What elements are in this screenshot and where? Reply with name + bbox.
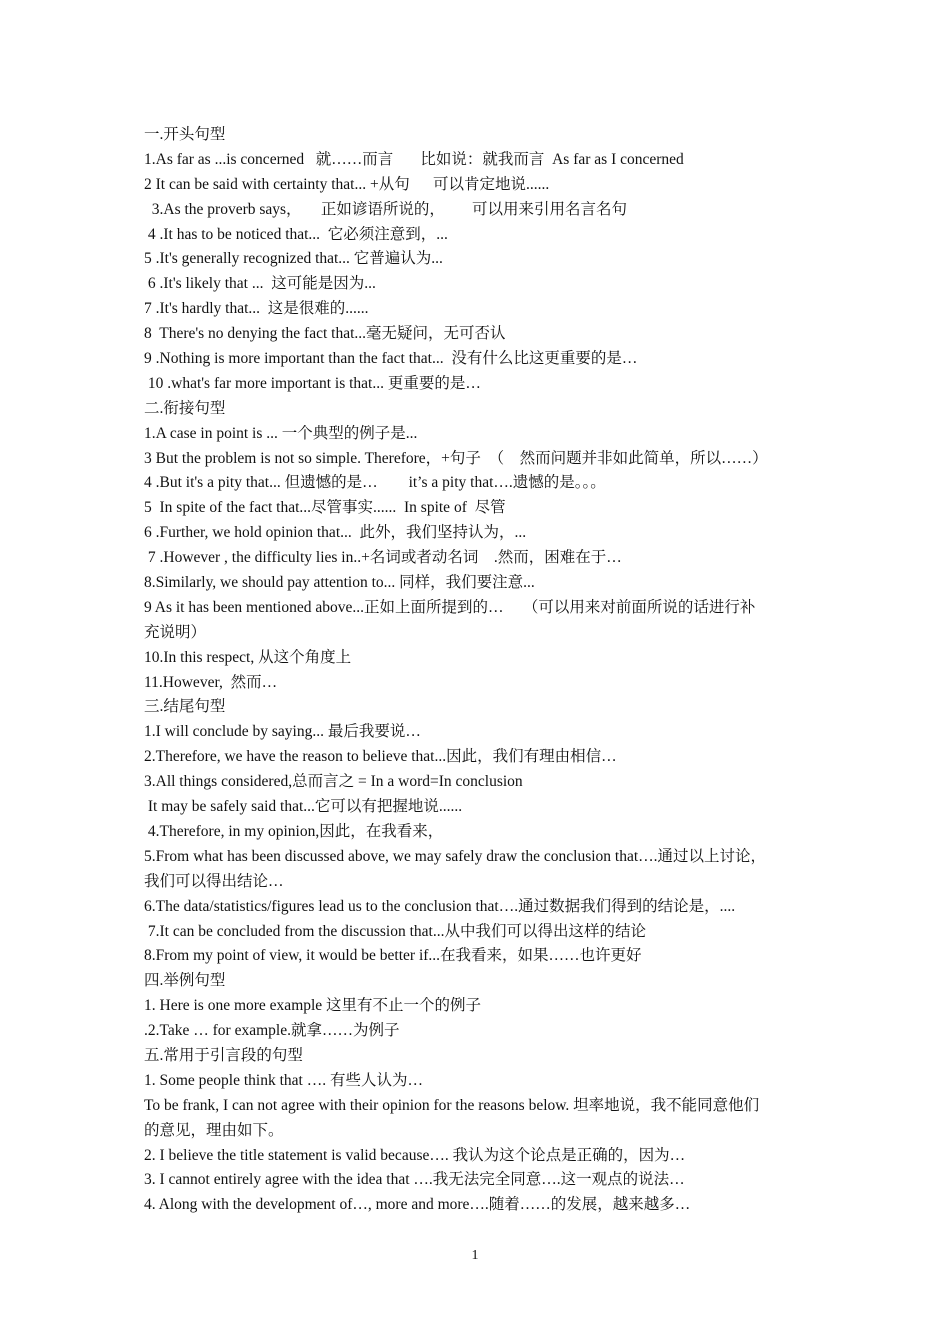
document-body	[144, 123, 816, 1218]
text-line: 1. Here is one more example 这里有不止一个的例子	[144, 997, 482, 1015]
text-line: 10 .what's far more important is that... 更重要的是…	[144, 374, 481, 392]
text-line: 4.Therefore, in my opinion,因此，在我看来，	[144, 822, 444, 840]
section-heading: 一.开头句型	[144, 126, 226, 143]
section-heading: 二.衔接句型	[144, 399, 226, 417]
text-line: 6 .It's likely that ... 这可能是因为...	[144, 275, 376, 293]
text-line: 3.As the proverb says， 正如谚语所说的， 可以用来引用名言名句	[144, 200, 628, 218]
text-line: 7 .However , the difficulty lies in..+名词或者动名词 .然而，困难在于…	[144, 549, 622, 567]
text-line: 2. I believe the title statement is valid because…. 我认为这个论点是正确的，因为…	[144, 1146, 686, 1164]
text-line: 2 It can be said with certainty that... +从句 可以肯定地说......	[144, 175, 550, 193]
text-line: 5 .It's generally recognized that... 它普遍认为...	[144, 250, 443, 268]
text-line: 11.However, 然而…	[144, 673, 278, 691]
text-line: 10.In this respect, 从这个角度上	[144, 648, 352, 666]
text-line: It may be safely said that...它可以有把握地说......	[144, 798, 463, 816]
text-line: 我们可以得出结论…	[144, 872, 284, 890]
text-line: 8.Similarly, we should pay attention to... 同样，我们要注意...	[144, 574, 535, 592]
text-line: 9 .Nothing is more important than the fact that... 没有什么比这更重要的是…	[144, 350, 638, 368]
text-line: 8.From my point of view, it would be better if...在我看来，如果……也许更好	[144, 947, 642, 965]
text-line: 8 There's no denying the fact that...毫无疑问，无可否认	[144, 325, 506, 343]
text-line: 3.All things considered,总而言之 = In a word=In conclusion	[144, 773, 523, 791]
text-line: 4. Along with the development of…, more and more….随着……的发展，越来越多…	[144, 1196, 691, 1214]
text-line: 7 .It's hardly that... 这是很难的......	[144, 300, 369, 318]
section-heading: 四.举例句型	[144, 972, 226, 990]
text-line: To be frank, I can not agree with their opinion for the reasons below. 坦率地说，我不能同意他们	[144, 1096, 760, 1114]
text-line: 的意见，理由如下。	[144, 1121, 284, 1139]
text-line: 1.I will conclude by saying... 最后我要说…	[144, 723, 421, 741]
text-line: 1.A case in point is ... 一个典型的例子是...	[144, 424, 418, 442]
text-line: 6.The data/statistics/figures lead us to the conclusion that….通过数据我们得到的结论是，....	[144, 897, 736, 915]
text-line: 3 But the problem is not so simple. Therefore，+句子 （ 然而问题并非如此简单，所以……）	[144, 449, 768, 467]
text-line: 6 .Further, we hold opinion that... 此外，我们坚持认为，...	[144, 524, 527, 542]
section-heading: 三.结尾句型	[144, 698, 226, 716]
text-line: 4 .But it's a pity that... 但遗憾的是… it’s a pity that….遗憾的是。。。	[144, 474, 606, 492]
text-line: 1.As far as ...is concerned 就……而言 比如说：就我而言 As far as I concerned	[144, 150, 684, 168]
text-line: 3. I cannot entirely agree with the idea that ….我无法完全同意….这一观点的说法…	[144, 1171, 685, 1189]
text-line: 5.From what has been discussed above, we may safely draw the conclusion that….通过以上讨论，	[144, 847, 767, 865]
text-line: 7.It can be concluded from the discussion that...从中我们可以得出这样的结论	[144, 922, 646, 940]
section-heading: 五.常用于引言段的句型	[144, 1046, 303, 1064]
page-number: 1	[471, 1248, 479, 1263]
text-line: 4 .It has to be noticed that... 它必须注意到，...	[144, 225, 448, 243]
text-line: 2.Therefore, we have the reason to believe that...因此，我们有理由相信…	[144, 748, 617, 766]
text-line: 9 As it has been mentioned above...正如上面所提到的… （可以用来对前面所说的话进行补	[144, 598, 756, 616]
text-line: 5 In spite of the fact that...尽管事实...... In spite of 尽管	[144, 499, 506, 517]
text-line: 充说明）	[144, 623, 207, 641]
text-line: .2.Take … for example.就拿……为例子	[144, 1022, 400, 1040]
text-line: 1. Some people think that …. 有些人认为…	[144, 1071, 423, 1089]
